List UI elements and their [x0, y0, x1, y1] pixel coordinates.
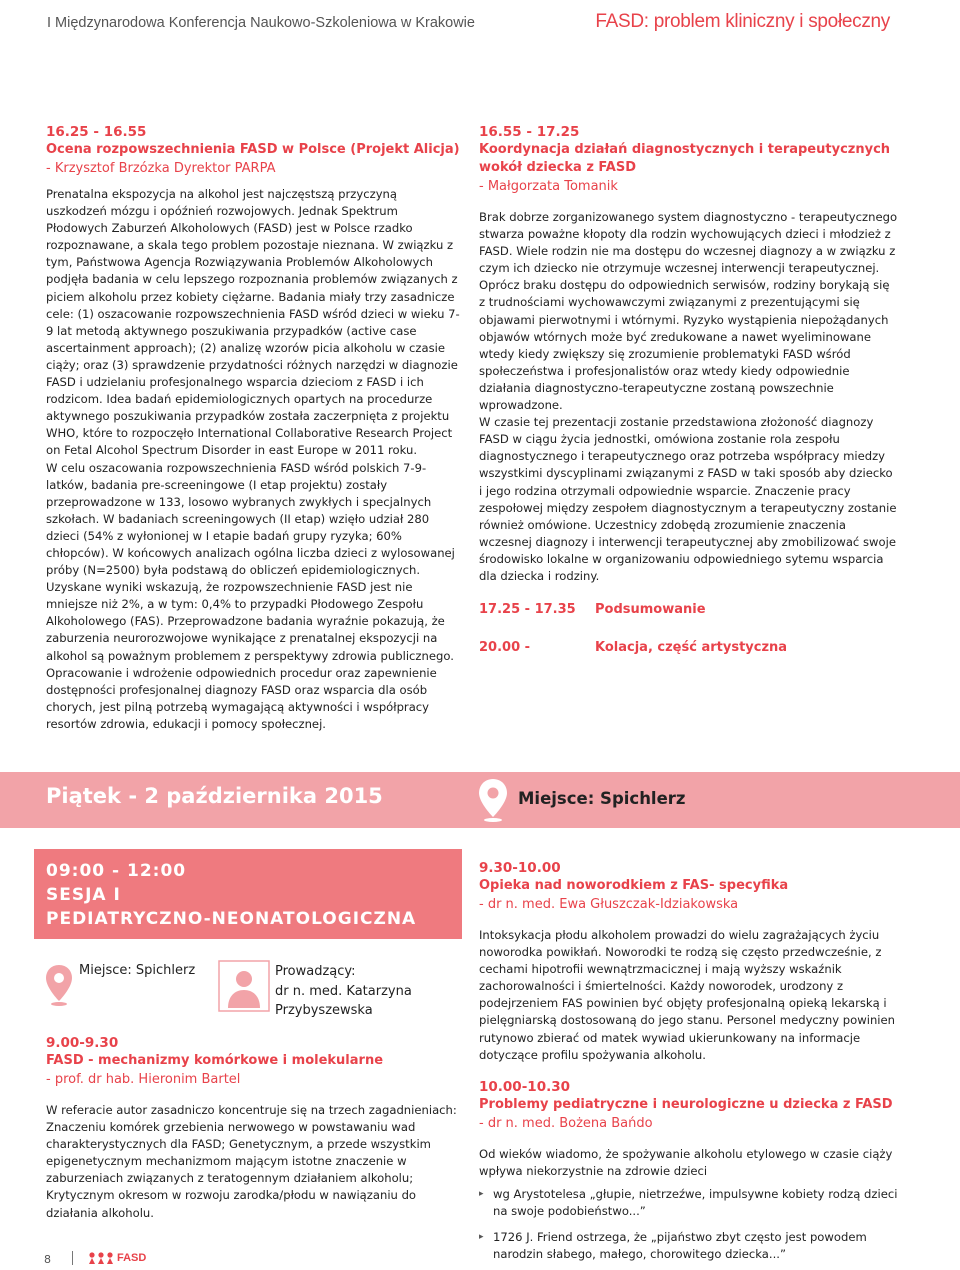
talk-speaker: - dr n. med. Bożena Bańdo: [479, 1115, 653, 1131]
day-location: Miejsce: Spichlerz: [518, 789, 686, 808]
talk-abstract: [479, 209, 899, 585]
schedule-label: Kolacja, część artystyczna: [595, 640, 788, 656]
talk-time: 16.55 - 17.25: [479, 124, 580, 140]
talk-abstract: [46, 186, 460, 733]
location-pin-icon: [43, 963, 75, 1007]
talk-1: [46, 123, 460, 733]
talk-time: 16.25 - 16.55: [46, 124, 147, 140]
fasd-logo: [88, 1251, 146, 1265]
talk-speaker: - dr n. med. Ewa Głuszczak-Idziakowska: [479, 897, 739, 912]
schedule-time: 20.00 -: [479, 640, 531, 656]
talk-2: [479, 123, 899, 657]
session-header: [34, 849, 462, 939]
session-name: SESJA I: [46, 885, 121, 905]
list-item: ▸ wg Arystotelesa „głupie, nietrzeźwe, impulsywne kobiety rodzą dzieci na swoje podobieństwo...”: [479, 1186, 899, 1220]
day-banner: [0, 772, 960, 828]
talk-speaker: - Małgorzata Tomanik: [479, 179, 618, 194]
talk-title: FASD - mechanizmy komórkowe i molekularne: [46, 1053, 384, 1068]
session-time: 09:00 - 12:00: [46, 861, 187, 881]
footer-divider: [72, 1251, 73, 1265]
talk-title: Koordynacja działań diagnostycznych i terapeutycznych wokół dziecka z FASD: [479, 142, 891, 175]
talk-abstract: [479, 927, 899, 1064]
abstract-paragraph: W referacie autor zasadniczo koncentruje się na trzech zagadnieniach: Znaczeniu komórek grzebienia nerwowego w powstawaniu wad charakterystycznych dla FASD; Genetycznym, a przede wszystkim epigenetycznym mechanizmom mającym istotne znaczenie w zaburzeniach związanych z teratogennym działaniem alkoholu; Krytycznym okresom w rozwoju zarodka/płodu w nawiązaniu do działania alkoholu.: [46, 1103, 457, 1220]
talk-time: 9.00-9.30: [46, 1035, 119, 1051]
abstract-paragraph: Prenatalna ekspozycja na alkohol jest najczęstszą przyczyną uszkodzeń mózgu i opóźnień rozwojowych. Jednak Spektrum Płodowych Zaburzeń Alkoholowych (FASD) jest w Polsce rzadko rozpoznawane, a skala tego problem pozostaje nieznana. W związku z tym, Państwowa Agencja Rozwiązywania Problemów Alkoholowych podjęła badania w celu lepszego rozpoznania problemów związanych z piciem alkoholu przez kobiety ciężarne. Badania miały trzy zasadnicze cele: (1) oszacowanie rozpowszechnienia FASD wśród dzieci w wieku 7-9 lat metodą aktywnego poszukiwania przypadków (active case ascertainment approach); (2) analizę wzorów picia alkoholu w czasie ciąży; oraz (3) sprawdzenie przydatności różnych narzędzi w diagnozie FASD i udzielaniu profesjonalnego wsparcia dzieciom z FASD i ich rodzicom. Idea badań epidemiologicznych opartych na procedurze aktywnego poszukiwania przypadków została zaczerpnięta z projektu WHO, które to rozpoczęło International Collaborative Research Project on Fetal Alcohol Spectrum Disorder in east Europe w 2011 roku.: [46, 187, 460, 458]
talk-5: [479, 1078, 899, 1264]
schedule-list: [479, 601, 899, 657]
header-conference-name: I Międzynarodowa Konferencja Naukowo-Szkoleniowa w Krakowie: [47, 15, 475, 31]
speaker-person-icon: [218, 960, 270, 1012]
page-number: 8: [44, 1253, 51, 1266]
talk-abstract: [479, 1146, 899, 1180]
fasd-logo-icon: [88, 1251, 114, 1265]
schedule-time: 17.25 - 17.35: [479, 602, 576, 618]
abstract-paragraph: W czasie tej prezentacji zostanie przedstawiona złożoność diagnozy FASD w ciągu życia jednostki, omówiona zostanie rola zespołu diagnostycznego i terapeutycznego oraz potrzeba współpracy miedzy wszystkimi dyscyplinami związanymi z FASD w taki sposób aby dziecko i jego rodzina otrzymali odpowiednie wsparcie. Znaczenie pracy zespołowej między zespołem diagnostycznym a terapeutyczny zostanie również omówione. Uczestnicy zdobędą zrozumienie znaczenia wczesnej diagnozy i interwencji terapeutycznej aby zmobilizować swoje środowisko lokalne w organizowaniu odpowiedniego sytemu wsparcia dla dziecka i rodziny.: [479, 415, 897, 583]
talk-3: [46, 1034, 460, 1222]
fasd-logo-text: FASD: [117, 1252, 147, 1264]
talk-4: [479, 859, 899, 1064]
talk-speaker: - Krzysztof Brzózka Dyrektor PARPA: [46, 161, 276, 176]
header-title: FASD: problem kliniczny i społeczny: [595, 11, 890, 32]
session-moderator: [275, 962, 425, 1021]
abstract-paragraph: W celu oszacowania rozpowszechnienia FASD wśród polskich 7-9-latków, badania pre-screeningowe (I etap projektu) zostały przeprowadzone w 133, losowo wybranych zwykłych i specjalnych szkołach. W badaniach screeningowych (II etap) wzięło udział 280 dzieci (54% z wyłonionej w I etapie badań grupy ryzyka; 60% chłopców). W końcowych analizach ogólna liczba dzieci z wylosowanej próby (N=2500) była podstawą do obliczeń epidemiologicznych. Uzyskane wyniki wskazują, że rozpowszechnienie FASD jest nie mniejsze niż 2%, a w tym: 0,4% to przypadki Płodowego Zespołu Alkoholowego (FAS). Przeprowadzone badania wyraźnie pokazują, że zaburzenia neurorozwojowe wynikające z prenatalnej ekspozycji na alkohol są poważnym problemem z perspektywy zdrowia publicznego. Opracowanie i wdrożenie odpowiednich procedur oraz zapewnienie dostępności profesjonalnej diagnozy FASD oraz wsparcia dla osób chorych, jest pilną potrzebą wymagającą aktywności i współpracy resortów zdrowia, edukacji i pomocy społecznej.: [46, 460, 455, 731]
talk-time: 10.00-10.30: [479, 1078, 571, 1095]
list-item: ▸ 1726 J. Friend ostrzega, że „pijaństwo zbyt często jest powodem narodzin słabego, małego, chorowitego dziecka...”: [479, 1229, 899, 1263]
schedule-row: [479, 639, 899, 657]
session-subtitle: PEDIATRYCZNO-NEONATOLOGICZNA: [46, 909, 417, 929]
talk-title: Ocena rozpowszechnienia FASD w Polsce (Projekt Alicja): [46, 142, 460, 157]
location-pin-icon: [476, 777, 510, 823]
schedule-row: [479, 601, 899, 619]
day-title: Piątek - 2 października 2015: [46, 784, 383, 808]
moderator-label: Prowadzący:: [275, 964, 356, 979]
talk-abstract: [46, 1102, 460, 1222]
abstract-paragraph: Od wieków wiadomo, że spożywanie alkoholu etylowego w czasie ciąży wpływa niekorzystnie na zdrowie dzieci: [479, 1146, 893, 1178]
friday-right-column: [479, 859, 899, 1270]
talk-title: Opieka nad noworodkiem z FAS- specyfika: [479, 878, 789, 893]
talk-time: 9.30-10.00: [479, 860, 561, 876]
talk-title: Problemy pediatryczne i neurologiczne u dziecka z FASD: [479, 1096, 893, 1112]
moderator-name: dr n. med. Katarzyna Przybyszewska: [275, 983, 412, 1018]
talk-speaker: - prof. dr hab. Hieronim Bartel: [46, 1072, 241, 1087]
abstract-paragraph: Intoksykacja płodu alkoholem prowadzi do wielu zagrażających życiu noworodka powikłań. Noworodki te rodzą się często przedwcześnie, z cechami hipotrofii wewnątrzmacicznej i mają wyższy wskaźnik zachorowalności i śmiertelności. Każdy noworodek, urodzony z podejrzeniem FAS powinien być objęty profesjonalną opieką lekarską i pielęgniarską dostosowaną do jego stanu. Personel medyczny powinien rutynowo zbierać od matek wywiad ukierunkowany na informacje dotyczące profilu spożywania alkoholu.: [479, 928, 895, 1062]
abstract-paragraph: Brak dobrze zorganizowanego system diagnostyczno - terapeutycznego stwarza poważne kłopoty dla rodzin wychowujących dzieci i młodzież z FASD. Wiele rodzin nie ma dostępu do wczesnej diagnozy a w związku z czym ich dziecko nie otrzymuje wczesnej interwencji terapeutycznej. Oprócz braku dostępu do odpowiednich serwisów, rodziny borykają się z trudnościami wychowawczymi związanymi z prezentującymi się objawami pierwotnymi i wtórnymi. Ryzyko wystąpienia niepożądanych objawów wtórnych może być zredukowane a nawet wyeliminowane wtedy kiedy zwiększy się zrozumienie problematyki FASD wśród społeczeństwa i profesjonalistów oraz wtedy kiedy odpowiednie działania diagnostyczno-terapeutyczne zostaną powszechnie wprowadzone.: [479, 210, 898, 413]
session-location: Miejsce: Spichlerz: [79, 963, 196, 978]
bullet-list: [479, 1186, 899, 1263]
schedule-label: Podsumowanie: [595, 602, 706, 618]
